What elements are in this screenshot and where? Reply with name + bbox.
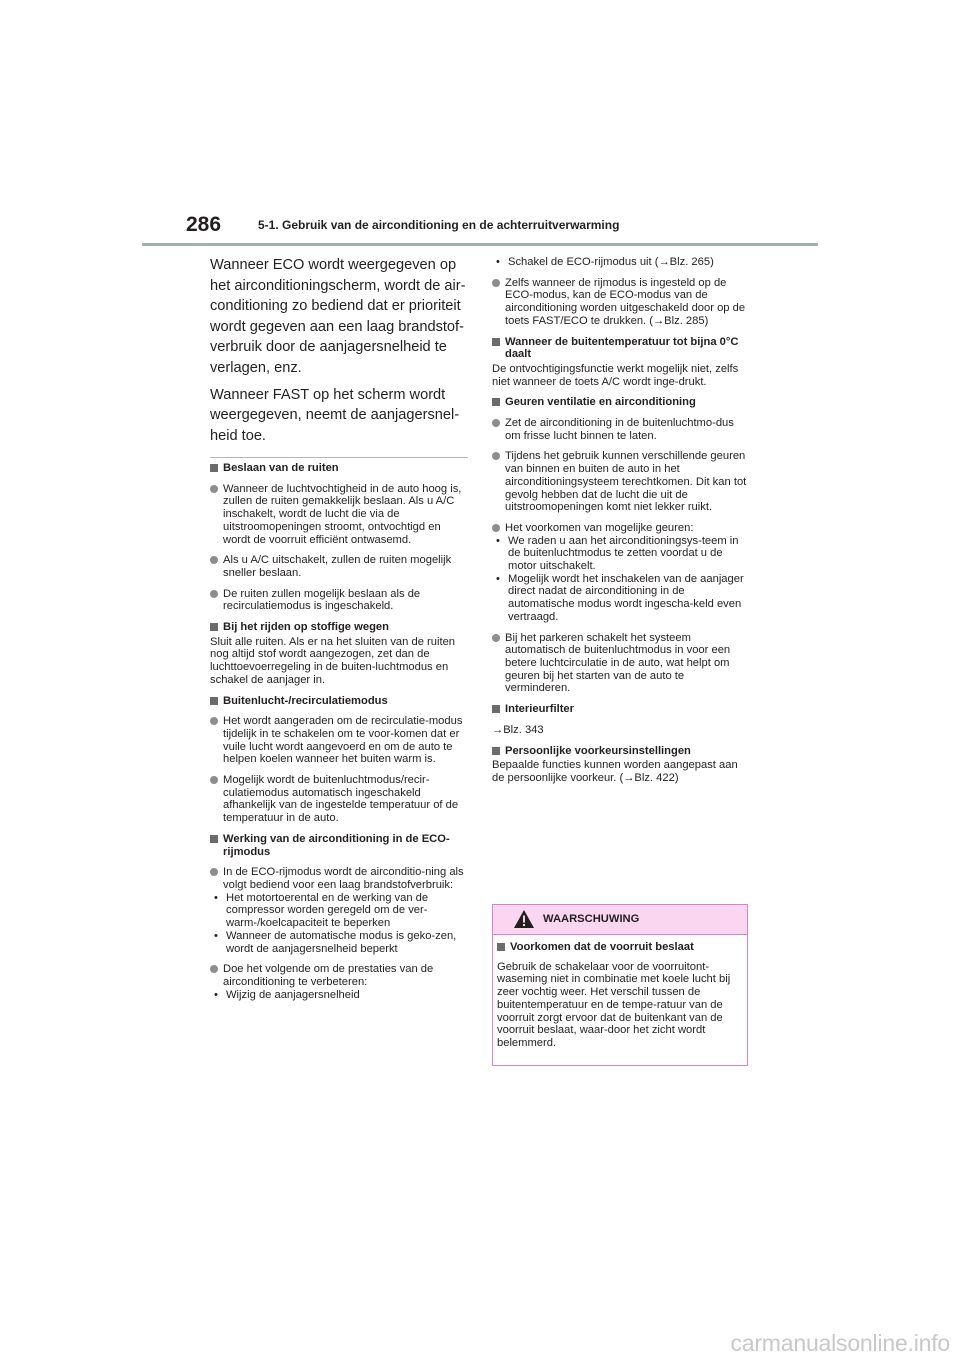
section-heading-recirculatie: Buitenlucht-/recirculatiemodus xyxy=(210,695,468,708)
bullet-item: Bij het parkeren schakelt het systeem automatisch de buitenluchtmodus in voor een betere luchtcirculatie in de auto, wat helpt om geuren bij het starten van de auto te verminderen. xyxy=(492,632,752,696)
watermark xyxy=(702,1328,960,1358)
warning-body xyxy=(497,941,743,1050)
bullet-item xyxy=(492,522,752,624)
column-divider xyxy=(210,457,468,458)
bullet-text: Doe het volgende om de prestaties van de airconditioning te verbeteren: xyxy=(223,963,434,988)
chapter-title: 5-1. Gebruik van de airconditioning en de achterruitverwarming xyxy=(258,218,620,232)
paragraph: Sluit alle ruiten. Als er na het sluiten van de ruiten nog altijd stof wordt aangezogen, zet dan de luchttoevoerregeling in de buiten-luchtmodus en schakel de aanjager in. xyxy=(210,635,456,686)
bullet-item: Zelfs wanneer de rijmodus is ingesteld op de ECO-modus, kan de ECO-modus van de airconditioning worden uitgeschakeld door op de toets FAST/ECO te drukken. (→Blz. 285) xyxy=(492,277,752,328)
bullet-item: Het wordt aangeraden om de recirculatie-modus tijdelijk in te schakelen om te voor-komen dat er vuile lucht wordt aangevoerd en om de auto te helpen koelen wanneer het buiten warm is. xyxy=(210,715,468,766)
bullet-item: Als u A/C uitschakelt, zullen de ruiten mogelijk sneller beslaan. xyxy=(210,554,468,579)
right-column xyxy=(492,256,752,785)
paragraph: Bepaalde functies kunnen worden aangepast aan de persoonlijke voorkeur. (→Blz. 422) xyxy=(492,759,738,784)
header-rule xyxy=(142,243,818,246)
section-heading-interieurfilter: Interieurfilter xyxy=(492,703,752,716)
warning-box xyxy=(492,904,748,1066)
bullet-item xyxy=(210,963,468,1001)
sub-bullet-item: • Wanneer de automatische modus is geko-zen, wordt de aanjagersnelheid beperkt xyxy=(210,930,468,955)
left-column xyxy=(210,462,468,1001)
sub-bullet-item: • Wijzig de aanjagersnelheid xyxy=(210,989,468,1002)
sub-bullet-item: • Mogelijk wordt het inschakelen van de aanjager direct nadat de airconditioning in de automatische modus wordt ingescha-keld even vertraagd. xyxy=(492,573,752,624)
section-heading-beslaan: Beslaan van de ruiten xyxy=(210,462,468,475)
page-reference-link[interactable]: →Blz. 343 xyxy=(492,723,544,736)
intro-text xyxy=(210,255,472,452)
watermark-text: carmanualsonline.info xyxy=(730,1330,950,1356)
section-heading-stof: Bij het rijden op stoffige wegen xyxy=(210,621,468,634)
intro-paragraph: Wanneer ECO wordt weergegeven op het airconditioningscherm, wordt de air-conditioning zo bediend dat er prioriteit wordt gegeven aan een laag brandstof-verbruik door de aanjagersnelheid te verlagen, enz. xyxy=(210,257,466,376)
sub-bullet-item: • We raden u aan het airconditioningsys-teem in de buitenluchtmodus te zetten voordat u de motor uitschakelt. xyxy=(492,535,752,573)
bullet-item: Mogelijk wordt de buitenluchtmodus/recir-culatiemodus automatisch ingeschakeld afhankelijk van de ingestelde temperatuur of de temperatuur in de auto. xyxy=(210,774,468,825)
sub-bullet-item: • Het motortoerental en de werking van de compressor worden geregeld om de ver-warm-/koelcapaciteit te beperken xyxy=(210,892,468,930)
bullet-item xyxy=(210,866,468,955)
warning-text: Gebruik de schakelaar voor de voorruitont-waseming niet in combinatie met koele lucht bij zeer vochtig weer. Het verschil tussen de buitentemperatuur en de tempe-ratuur van de voorruit zorgt ervoor dat de buitenkant van de voorruit beslaat, waar-door het zicht wordt belemmerd. xyxy=(497,960,731,1049)
warning-heading: Voorkomen dat de voorruit beslaat xyxy=(497,941,743,954)
bullet-item: Zet de airconditioning in de buitenluchtmo-dus om frisse lucht binnen te laten. xyxy=(492,417,752,442)
page-number: 286 xyxy=(186,213,222,236)
section-heading-geuren: Geuren ventilatie en airconditioning xyxy=(492,396,752,409)
warning-title: WAARSCHUWING xyxy=(543,913,640,925)
section-heading-temperatuur: Wanneer de buitentemperatuur tot bijna 0°C daalt xyxy=(492,336,752,361)
section-heading-voorkeursinstellingen: Persoonlijke voorkeursinstellingen xyxy=(492,745,752,758)
sub-bullet-item: • Schakel de ECO-rijmodus uit (→Blz. 265) xyxy=(492,256,752,269)
intro-paragraph: Wanneer FAST op het scherm wordt weergegeven, neemt de aanjagersnel-heid toe. xyxy=(210,386,460,444)
warning-header xyxy=(493,905,747,935)
bullet-item: Wanneer de luchtvochtigheid in de auto hoog is, zullen de ruiten gemakkelijk beslaan. Als u A/C inschakelt, wordt de lucht die via de uitstroomopeningen stroomt, ontvochtigd en wordt de voorruit efficiënt ontwasemd. xyxy=(210,483,468,547)
bullet-item: De ruiten zullen mogelijk beslaan als de recirculatiemodus is ingeschakeld. xyxy=(210,588,468,613)
section-heading-eco: Werking van de airconditioning in de ECO-rijmodus xyxy=(210,833,468,858)
bullet-text: Het voorkomen van mogelijke geuren: xyxy=(505,521,694,534)
bullet-text: In de ECO-rijmodus wordt de airconditio-ning als volgt bediend voor een laag brandstofverbruik: xyxy=(223,866,464,891)
warning-triangle-icon xyxy=(513,909,535,934)
paragraph: De ontvochtigingsfunctie werkt mogelijk niet, zelfs niet wanneer de toets A/C wordt inge-drukt. xyxy=(492,362,739,388)
bullet-item: Tijdens het gebruik kunnen verschillende geuren van binnen en buiten de auto in het airconditioningsysteem terechtkomen. Dit kan tot gevolg hebben dat de lucht die uit de uitstroomopeningen komt niet lekker ruikt. xyxy=(492,450,752,514)
